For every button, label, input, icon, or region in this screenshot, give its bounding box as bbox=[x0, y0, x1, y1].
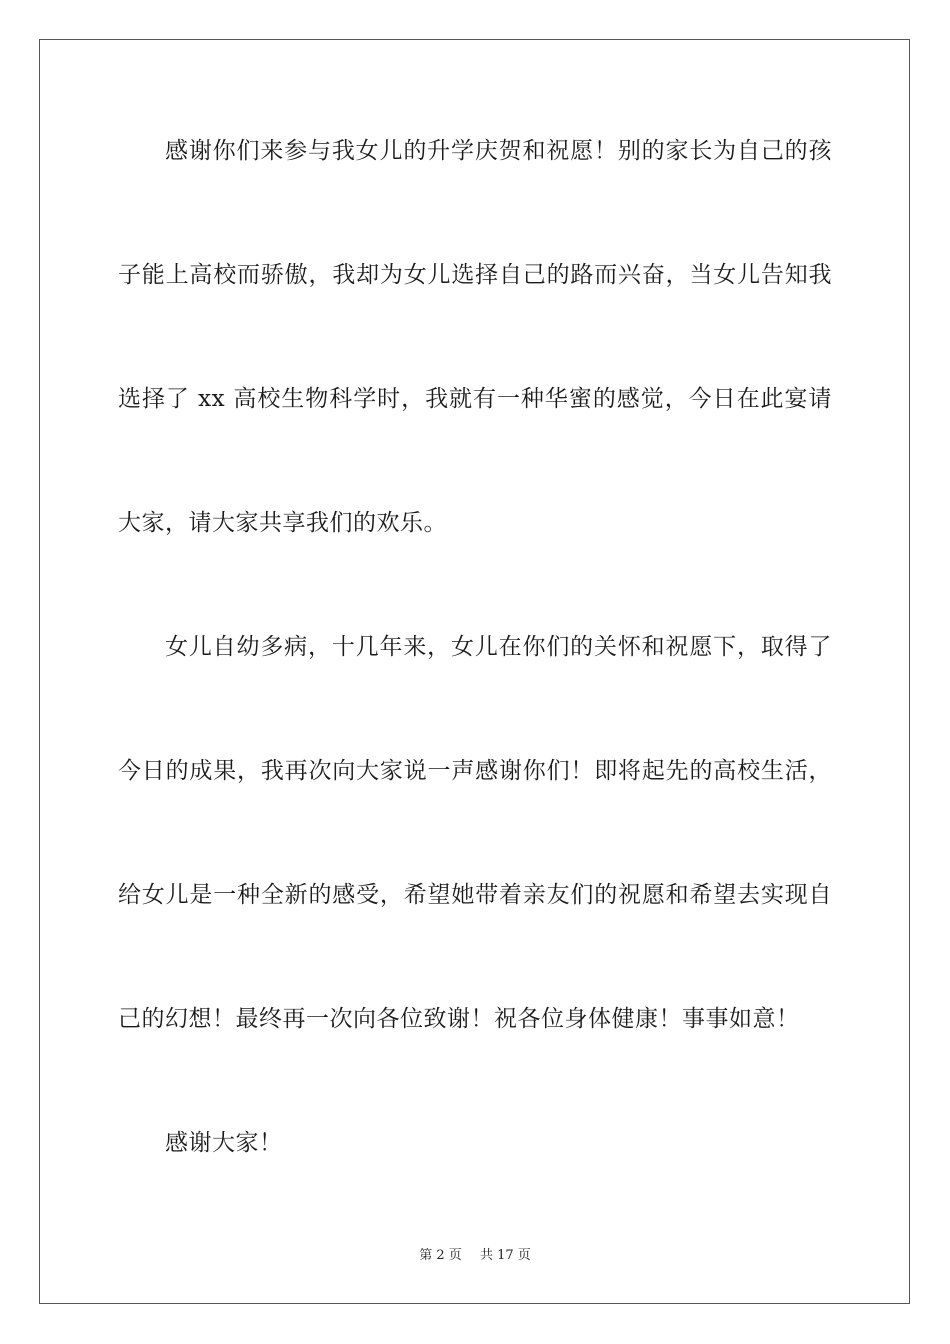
paragraph-line: 子能上高校而骄傲，我却为女儿选择自己的路而兴奋，当女儿告知我 bbox=[118, 262, 832, 288]
paragraph-line: 今日的成果，我再次向大家说一声感谢你们！即将起先的高校生活， bbox=[118, 758, 832, 784]
paragraph-line: 女儿自幼多病，十几年来，女儿在你们的关怀和祝愿下，取得了 bbox=[165, 634, 832, 660]
paragraph-line: 感谢你们来参与我女儿的升学庆贺和祝愿！别的家长为自己的孩 bbox=[165, 138, 832, 164]
paragraph-line: 给女儿是一种全新的感受，希望她带着亲友们的祝愿和希望去实现自 bbox=[118, 882, 832, 908]
page-footer bbox=[0, 1247, 950, 1265]
paragraph-line: 感谢大家！ bbox=[165, 1130, 283, 1156]
page-frame bbox=[39, 39, 910, 1304]
paragraph-line: 选择了 xx 高校生物科学时，我就有一种华蜜的感觉，今日在此宴请 bbox=[118, 386, 832, 412]
page-number: 第 2 页 bbox=[419, 1248, 462, 1263]
total-pages: 共 17 页 bbox=[479, 1248, 531, 1263]
paragraph-line: 大家，请大家共享我们的欢乐。 bbox=[118, 510, 447, 536]
paragraph-line: 己的幻想！最终再一次向各位致谢！祝各位身体健康！事事如意！ bbox=[118, 1006, 800, 1032]
